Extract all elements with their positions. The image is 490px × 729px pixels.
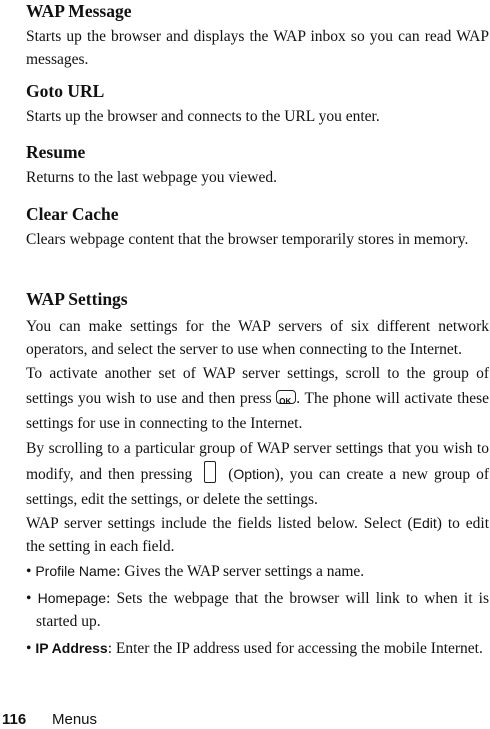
- para-text: ) to edit the setting in each field.: [26, 515, 490, 555]
- edit-term: Edit: [412, 515, 437, 531]
- left-soft-key-icon: [204, 461, 216, 483]
- section-heading: Clear Cache: [26, 204, 119, 224]
- wap-settings-para-3: By scrolling to a particular group of WAP server settings that you wish to modify, and then pressing (Option), you can create a new group of settings, edit the settings, or delete the settings.: [26, 440, 490, 508]
- section-wap-message: [26, 0, 489, 71]
- section-body: Starts up the browser and displays the WAP inbox so you can read WAP messages.: [26, 28, 489, 68]
- section-body: Clears webpage content that the browser temporarily stores in memory.: [26, 231, 469, 248]
- para-text: By scrolling to a particular group of WAP server settings that you wish to modify, and then pressing: [26, 440, 489, 483]
- bullet-text: : Enter the IP address used for accessing the mobile Internet.: [107, 640, 483, 657]
- section-heading: WAP Settings: [26, 289, 128, 309]
- option-term: Option: [233, 466, 275, 482]
- bullet-term: IP Address: [35, 640, 108, 656]
- section-clear-cache: [26, 203, 489, 251]
- section-resume: [26, 141, 489, 189]
- wap-settings-para-2: [26, 361, 489, 436]
- bullet-item-profile-name: • Profile Name: Gives the WAP server settings a name.: [26, 563, 365, 580]
- para-text: WAP server settings include the fields listed below. Select (: [26, 515, 413, 532]
- section-wap-settings: [26, 288, 489, 660]
- ok-key-icon: [276, 390, 296, 404]
- bullet-item-ip-address: • IP Address: Enter the IP address used for accessing the mobile Internet.: [26, 640, 483, 657]
- page-number: 116: [2, 711, 27, 728]
- section-goto-url: [26, 80, 489, 128]
- bullet-text: : Sets the webpage that the browser will link to when it is started up.: [36, 590, 490, 630]
- para-text: ), you can create a new group of settings, edit the settings, or delete the settings.: [26, 466, 490, 508]
- section-body: Starts up the browser and connects to the URL you enter.: [26, 108, 380, 125]
- footer-section-name: Menus: [52, 711, 98, 728]
- bullet-term: Profile Name: [35, 563, 117, 579]
- para-text: To activate another set of WAP server settings, scroll to the group of settings you wish to use and then press: [26, 365, 489, 407]
- section-body: Returns to the last webpage you viewed.: [26, 169, 277, 186]
- wap-settings-para-1: You can make settings for the WAP servers of six different network operators, and select the server to use when connecting to the Internet.: [26, 318, 489, 358]
- bullet-item-homepage: • Homepage: Sets the webpage that the browser will link to when it is started up.: [26, 590, 490, 630]
- bullet-text: : Gives the WAP server settings a name.: [116, 563, 365, 580]
- wap-settings-para-4: [26, 512, 489, 558]
- section-heading: Goto URL: [26, 81, 105, 101]
- section-heading: Resume: [26, 142, 86, 162]
- page-footer: [0, 710, 490, 729]
- bullet-term: Homepage: [37, 590, 107, 606]
- section-heading: WAP Message: [26, 1, 132, 21]
- para-text: . The phone will activate these settings for use in connecting to the Internet.: [26, 390, 489, 432]
